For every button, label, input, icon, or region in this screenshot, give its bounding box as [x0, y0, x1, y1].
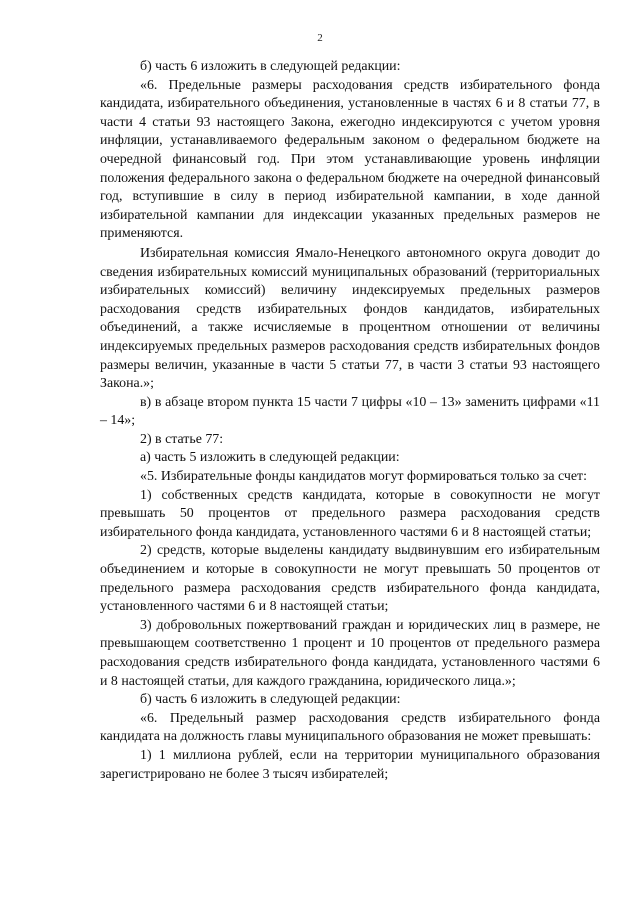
paragraph-part6-heading-2: б) часть 6 изложить в следующей редакции:	[140, 692, 401, 708]
document-body	[100, 58, 600, 784]
paragraph-item-2: 2) средств, которые выделены кандидату выдвинувшим его избирательным объединением и которые в совокупности не могут превышать 50 процентов от предельного размера расходования средств избирательного фонда кандидата, установленного частями 6 и 8 настоящей статьи;	[100, 543, 600, 615]
paragraph-part6-heading: б) часть 6 изложить в следующей редакции:	[140, 59, 401, 74]
paragraph-item-v: в) в абзаце втором пункта 15 части 7 цифры «10 – 13» заменить цифрами «11 – 14»;	[100, 394, 600, 429]
paragraph-part5-heading: а) часть 5 изложить в следующей редакции:	[140, 450, 400, 466]
paragraph-item-1: 1) собственных средств кандидата, которые в совокупности не могут превышать 50 процентов от предельного размера расходования средств избирательного фонда кандидата, установленного частями 6 и 8 настоящей статьи;	[100, 487, 600, 540]
paragraph-limit-item-1: 1) 1 миллиона рублей, если на территории муниципального образования зарегистрировано не более 3 тысяч избирателей;	[100, 747, 600, 782]
paragraph-item-3: 3) добровольных пожертвований граждан и юридических лиц в размере, не превышающем соответственно 1 процент и 10 процентов от предельного размера расходования средств избирательного фонда кандидата, установленного частями 6 и 8 настоящей статьи, для каждого гражданина, юридического лица.»;	[100, 617, 600, 689]
page-number: 2	[317, 32, 323, 44]
paragraph-commission-notice: Избирательная комиссия Ямало-Ненецкого автономного округа доводит до сведения избирательных комиссий муниципальных образований (территориальных избирательных комиссий) величину индексируемых предельных размеров расходования средств избирательных фондов кандидатов, избирательных объединений, а также исчисляемые в процентном отношении от величины индексируемых предельных размеров расходования средств избирательных фондов размеры величин, указанные в части 5 статьи 77, в части 3 статьи 93 настоящего Закона.»;	[100, 245, 600, 392]
paragraph-part6-text: «6. Предельные размеры расходования средств избирательного фонда кандидата, избирательного объединения, установленные в частях 6 и 8 статьи 77, в части 4 статьи 93 настоящего Закона, ежегодно индексируются с учетом уровня инфляции, устанавливаемого федеральным законом о федеральном бюджете на очередной финансовый год. При этом устанавливающие уровень инфляции положения федерального закона о федеральном бюджете на очередной финансовый год, вступившие в силу в период избирательной кампании, в ходе данной избирательной кампании для индексации указанных предельных размеров не применяются.	[100, 77, 600, 242]
paragraph-part6-limit: «6. Предельный размер расходования средств избирательного фонда кандидата на должность главы муниципального образования не может превышать:	[100, 710, 600, 745]
paragraph-part5-text: «5. Избирательные фонды кандидатов могут формироваться только за счет:	[140, 469, 587, 485]
paragraph-article77-heading: 2) в статье 77:	[140, 431, 224, 447]
